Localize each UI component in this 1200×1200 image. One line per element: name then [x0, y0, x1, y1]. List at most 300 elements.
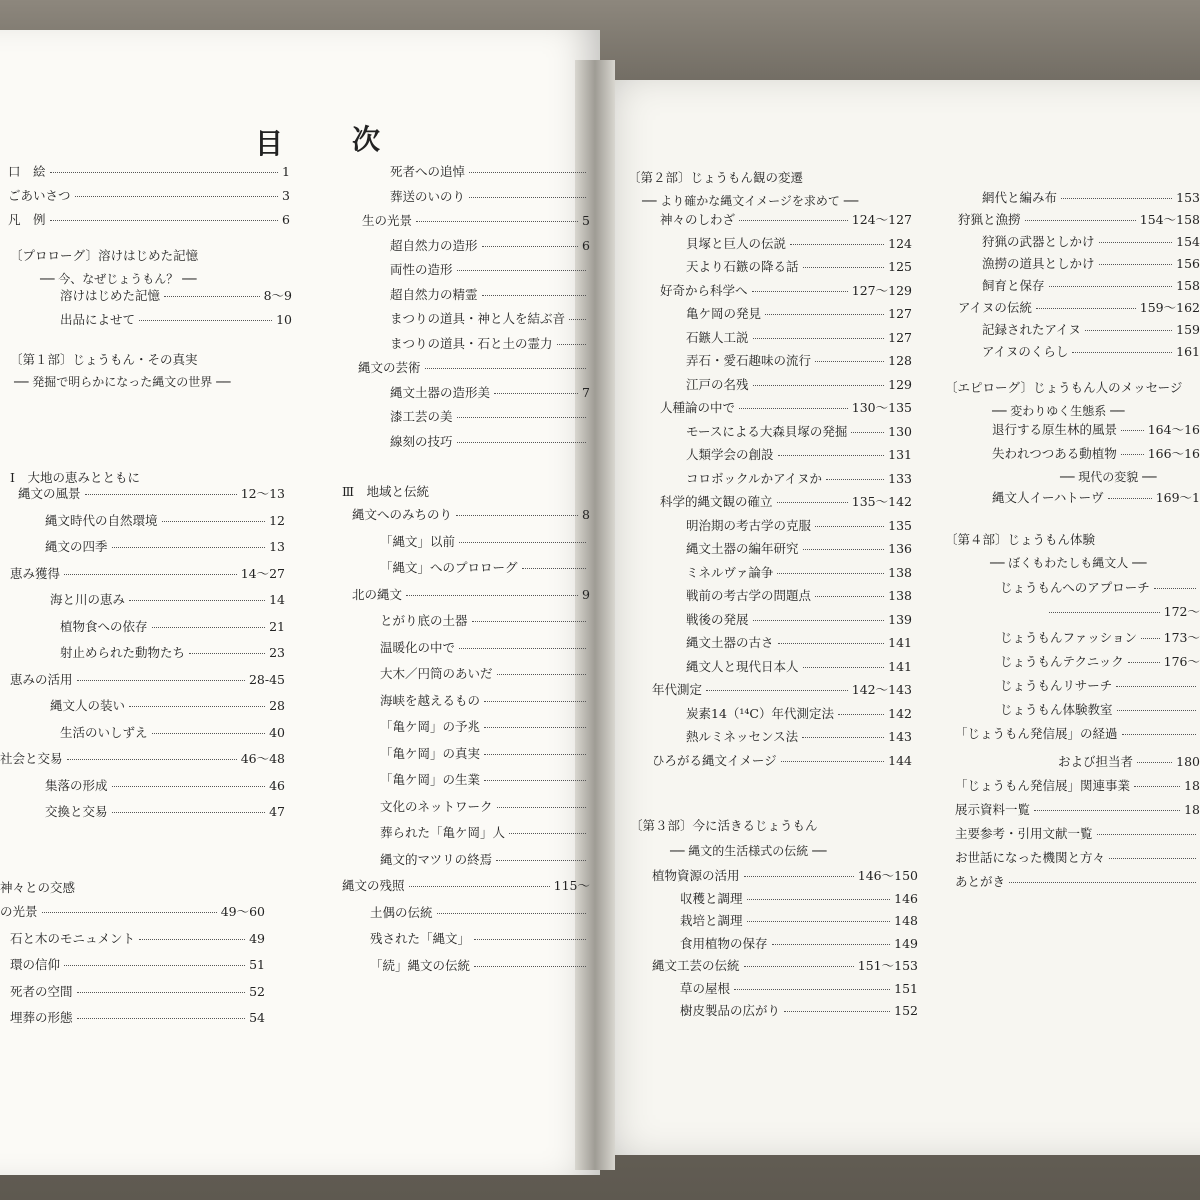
toc-entry-label: じょうもんテクニック — [1000, 654, 1124, 669]
toc-entry — [380, 664, 590, 682]
leader-dots — [1097, 834, 1196, 835]
leader-dots — [838, 714, 884, 715]
toc-entry-label: とがり底の土器 — [380, 613, 468, 628]
leader-dots — [734, 989, 890, 990]
toc-entry — [660, 281, 912, 299]
toc-entry-page: 169～1 — [1155, 490, 1200, 505]
toc-entry — [380, 850, 590, 868]
toc-entry-page: 9 — [582, 586, 590, 602]
toc-entry — [686, 234, 912, 252]
toc-entry — [50, 590, 285, 608]
toc-entry — [45, 537, 285, 555]
toc-entry-label: 狩猟の武器としかけ — [982, 234, 1095, 249]
toc-entry — [390, 162, 590, 180]
toc-entry-label: 人種論の中で — [660, 400, 736, 415]
toc-entry-page: 3 — [282, 188, 290, 203]
toc-entry — [352, 585, 590, 603]
leader-dots — [753, 338, 885, 339]
toc-entry — [982, 320, 1200, 338]
toc-entry — [680, 911, 918, 929]
leader-dots — [1034, 810, 1180, 811]
toc-entry-label: 「亀ケ岡」の予兆 — [380, 719, 481, 734]
toc-entry-label: 炭素14（¹⁴C）年代測定法 — [686, 705, 834, 721]
leader-dots — [64, 574, 237, 575]
leader-dots — [784, 1011, 890, 1012]
toc-entry-label: 縄文土器の古さ — [686, 635, 774, 650]
leader-dots — [752, 291, 848, 292]
toc-entry-label: あとがき — [955, 874, 1006, 889]
leader-dots — [67, 759, 237, 760]
toc-entry-label: の光景 — [0, 904, 38, 919]
leader-dots — [1108, 498, 1152, 499]
leader-dots — [50, 172, 279, 173]
toc-entry-label: 科学的縄文観の確立 — [660, 494, 773, 509]
toc-entry-label: 戦後の発展 — [686, 611, 749, 627]
toc-entry — [390, 260, 590, 278]
toc-entry — [0, 902, 265, 920]
toc-entry-page: 47 — [269, 804, 285, 819]
toc-entry-page: 146～150 — [857, 868, 918, 883]
toc-entry — [686, 351, 912, 369]
toc-entry — [686, 422, 912, 440]
leader-dots — [437, 913, 586, 914]
toc-entry-page: 141 — [888, 658, 912, 674]
toc-entry-label: 江戸の名残 — [686, 376, 749, 392]
toc-entry — [1045, 602, 1200, 620]
front-matter-entry — [8, 162, 290, 180]
toc-entry — [955, 724, 1200, 742]
leader-dots — [1121, 454, 1144, 455]
toc-entry-label: 縄文人の装い — [50, 698, 126, 713]
toc-entry — [380, 638, 590, 656]
toc-entry-label: ミネルヴァ論争 — [686, 564, 774, 580]
toc-entry — [1000, 700, 1200, 718]
epilogue-heading: 〔エピローグ〕じょうもん人のメッセージ — [945, 380, 1183, 395]
toc-entry-label: 北の縄文 — [352, 586, 403, 602]
toc-entry — [45, 511, 285, 529]
toc-entry-label: 弄石・愛石趣味の流行 — [686, 353, 812, 368]
toc-entry-label: 縄文人イーハトーヴ — [992, 490, 1104, 505]
toc-entry-label: 縄文の風景 — [18, 486, 81, 501]
toc-entry — [652, 680, 912, 698]
toc-entry-page: 164～16 — [1147, 422, 1200, 437]
toc-entry-page: 159～162 — [1139, 300, 1200, 315]
toc-entry-label: 狩猟と漁撈 — [958, 212, 1021, 227]
toc-entry — [686, 539, 912, 557]
toc-entry — [390, 236, 590, 254]
leader-dots — [459, 648, 586, 649]
leader-dots — [50, 220, 279, 221]
toc-entry-page: 143 — [888, 729, 912, 744]
leader-dots — [112, 812, 266, 813]
toc-entry-label: 漁撈の道具としかけ — [982, 256, 1095, 271]
toc-entry-label: 埋葬の形態 — [10, 1010, 73, 1025]
toc-entry — [380, 823, 590, 841]
toc-entry — [10, 982, 265, 1000]
leader-dots — [739, 220, 848, 221]
leader-dots — [802, 737, 884, 738]
toc-entry-page: 128 — [888, 353, 912, 368]
toc-entry-page: 12～13 — [240, 486, 285, 501]
toc-entry — [686, 304, 912, 322]
toc-entry — [45, 802, 285, 820]
toc-entry-page: 28-45 — [248, 671, 285, 687]
toc-entry-page: 151 — [894, 980, 918, 996]
toc-entry-page: 21 — [269, 618, 285, 634]
toc-entry — [50, 696, 285, 714]
leader-dots — [112, 786, 266, 787]
leader-dots — [1154, 588, 1196, 589]
toc-entry-label: 集落の形成 — [45, 777, 108, 793]
toc-entry-page: 136 — [888, 541, 912, 556]
leader-dots — [1049, 286, 1173, 287]
toc-entry-page: 161 — [1176, 344, 1200, 359]
leader-dots — [1049, 612, 1160, 613]
toc-entry — [686, 469, 912, 487]
leader-dots — [826, 479, 884, 480]
toc-entry-label: 射止められた動物たち — [60, 645, 186, 660]
leader-dots — [1117, 710, 1196, 711]
toc-entry-label: 亀ケ岡の発見 — [686, 306, 762, 321]
toc-entry — [10, 564, 285, 582]
toc-entry-label: じょうもんへのアプローチ — [1000, 580, 1150, 595]
toc-entry-label: 凡 例 — [8, 212, 46, 227]
toc-entry — [992, 488, 1200, 506]
leader-dots — [456, 515, 578, 516]
toc-entry-page: 7 — [582, 384, 590, 400]
leader-dots — [406, 595, 578, 596]
leader-dots — [1109, 858, 1196, 859]
leader-dots — [1137, 762, 1172, 763]
toc-entry-label: まつりの道具・神と人を結ぶ音 — [390, 311, 566, 326]
toc-entry — [380, 558, 590, 576]
leader-dots — [747, 899, 891, 900]
toc-entry — [652, 866, 918, 884]
toc-entry-label: 明治期の考古学の克服 — [686, 517, 812, 533]
toc-entry-label: 線刻の技巧 — [390, 433, 453, 449]
toc-entry — [686, 563, 912, 581]
toc-entry — [390, 432, 590, 450]
leader-dots — [474, 939, 586, 940]
toc-entry — [1000, 628, 1200, 646]
toc-entry-label: じょうもんファッション — [1000, 630, 1138, 645]
toc-entry — [686, 328, 912, 346]
toc-entry-label: 天より石鏃の降る話 — [686, 259, 799, 274]
toc-entry — [680, 889, 918, 907]
leader-dots — [765, 314, 884, 315]
toc-entry-label: 縄文の芸術 — [358, 360, 421, 375]
leader-dots — [129, 706, 265, 707]
leader-dots — [744, 876, 854, 877]
toc-entry-page: 18 — [1184, 802, 1200, 817]
prologue-subheading: ── 今、なぜじょうもん？ ── — [40, 272, 197, 286]
toc-entry — [370, 929, 590, 947]
toc-entry — [955, 800, 1200, 818]
toc-entry — [380, 717, 590, 735]
toc-entry-page: 1 — [282, 164, 290, 179]
toc-entry — [390, 407, 590, 425]
front-matter-entry — [8, 186, 290, 204]
toc-entry-label: 食用植物の保存 — [680, 935, 768, 951]
leader-dots — [1141, 638, 1160, 639]
leader-dots — [484, 780, 586, 781]
toc-entry-page: 135 — [888, 517, 912, 533]
toc-entry — [380, 532, 590, 550]
toc-entry-page: 166～16 — [1147, 446, 1200, 461]
toc-entry — [1058, 752, 1200, 770]
toc-entry — [370, 956, 590, 974]
toc-entry-label: 口 絵 — [8, 164, 46, 179]
toc-entry-page: 141 — [888, 635, 912, 650]
leader-dots — [469, 172, 586, 173]
toc-entry-label: 文化のネットワーク — [380, 798, 493, 814]
toc-entry-label: 温暖化の中で — [380, 639, 456, 655]
toc-entry-label: 縄文土器の編年研究 — [686, 541, 799, 556]
leader-dots — [803, 667, 885, 668]
toc-entry-label: 土偶の伝統 — [370, 904, 433, 920]
toc-entry-label: 「縄文」へのプロローグ — [380, 560, 518, 575]
leader-dots — [803, 549, 885, 550]
toc-entry-label: じょうもん体験教室 — [1000, 702, 1113, 717]
toc-entry — [60, 643, 285, 661]
toc-entry-label: 人類学会の創設 — [686, 447, 774, 462]
leader-dots — [753, 385, 885, 386]
toc-entry — [370, 903, 590, 921]
toc-entry-label: 石鏃人工説 — [686, 329, 749, 345]
toc-entry — [390, 334, 590, 352]
leader-dots — [77, 992, 246, 993]
leader-dots — [139, 320, 272, 321]
toc-entry-label: 海峡を越えるもの — [380, 692, 481, 708]
toc-entry-page: 46～48 — [240, 751, 285, 766]
toc-entry-page: 133 — [888, 470, 912, 486]
epilogue-subheading: ── 変わりゆく生態系 ── — [992, 404, 1125, 418]
leader-dots — [744, 966, 854, 967]
toc-entry-label: 網代と編み布 — [982, 190, 1058, 205]
toc-entry-label: 超自然力の造形 — [390, 237, 478, 253]
toc-entry-label: ひろがる縄文イメージ — [652, 752, 777, 768]
toc-entry-page: 127～129 — [851, 282, 912, 298]
toc-entry-label: 縄文的マツリの終焉 — [380, 851, 493, 867]
leader-dots — [484, 701, 586, 702]
toc-entry-label: 熱ルミネッセンス法 — [686, 729, 799, 744]
leader-dots — [815, 526, 884, 527]
leader-dots — [152, 733, 266, 734]
leader-dots — [753, 620, 885, 621]
toc-entry — [380, 797, 590, 815]
toc-entry-label: 飼育と保存 — [982, 278, 1045, 293]
part4-subheading: ── ぼくもわたしも縄文人 ── — [990, 556, 1147, 570]
toc-entry-page: 173～ — [1163, 630, 1200, 645]
toc-entry — [686, 610, 912, 628]
toc-entry-page: 49 — [249, 930, 265, 946]
leader-dots — [164, 296, 260, 297]
toc-entry-page: 8 — [582, 507, 590, 522]
toc-entry — [652, 751, 912, 769]
leader-dots — [75, 196, 279, 197]
toc-entry-page: 129 — [888, 376, 912, 392]
toc-entry — [686, 657, 912, 675]
toc-entry — [686, 633, 912, 651]
prologue-entry — [60, 310, 292, 328]
toc-entry — [686, 516, 912, 534]
leader-dots — [484, 727, 586, 728]
toc-entry-page: 18 — [1184, 778, 1200, 793]
toc-entry-page: 138 — [888, 564, 912, 580]
toc-entry-label: 「亀ケ岡」の真実 — [380, 745, 481, 761]
leader-dots — [1128, 662, 1160, 663]
toc-entry-page: 130 — [888, 423, 912, 439]
leader-dots — [747, 921, 891, 922]
toc-entry-page: 172～ — [1163, 604, 1200, 619]
toc-entry-page: 180 — [1176, 754, 1200, 769]
leader-dots — [1099, 264, 1173, 265]
toc-entry-page: 12 — [269, 512, 285, 528]
toc-entry — [982, 276, 1200, 294]
prologue-heading: 〔プロローグ〕溶けはじめた記憶 — [10, 248, 199, 263]
leader-dots — [162, 521, 266, 522]
toc-entry-label: 記録されたアイヌ — [982, 322, 1081, 337]
toc-entry — [680, 979, 918, 997]
toc-entry — [686, 257, 912, 275]
toc-entry-label: 失われつつある動植物 — [992, 446, 1117, 461]
toc-entry-label: 主要参考・引用文献一覧 — [955, 826, 1093, 841]
toc-entry-page: 153 — [1176, 190, 1200, 205]
toc-entry — [680, 934, 918, 952]
leader-dots — [509, 833, 586, 834]
leader-dots — [77, 680, 245, 681]
toc-entry — [982, 188, 1200, 206]
leader-dots — [189, 653, 265, 654]
toc-entry-label: ごあいさつ — [8, 188, 71, 203]
toc-entry-page: 51 — [249, 957, 265, 972]
toc-entry — [0, 749, 285, 767]
toc-entry-page: 6 — [582, 237, 590, 253]
leader-dots — [772, 944, 891, 945]
toc-entry-page: 158 — [1176, 278, 1200, 293]
toc-entry-label: 収穫と調理 — [680, 890, 743, 906]
toc-entry-page: 154 — [1176, 234, 1200, 249]
toc-entry-page: 148 — [894, 913, 918, 928]
toc-entry-label: 樹皮製品の広がり — [680, 1003, 781, 1018]
leader-dots — [1134, 786, 1180, 787]
leader-dots — [42, 912, 217, 913]
toc-entry-label: 両性の造形 — [390, 262, 453, 277]
toc-entry-label: 生の光景 — [362, 213, 413, 228]
toc-entry-label: モースによる大森貝塚の発掘 — [686, 423, 848, 439]
toc-entry-label: 「じょうもん発信展」の経過 — [955, 726, 1118, 741]
toc-entry-page: 131 — [888, 447, 912, 462]
heading-left-char: 目 — [255, 127, 286, 160]
toc-entry-label: および担当者 — [1058, 754, 1134, 769]
toc-entry — [1000, 676, 1200, 694]
toc-entry-label: 石と木のモニュメント — [10, 930, 136, 946]
toc-entry-label: 栽培と調理 — [680, 913, 743, 928]
leader-dots — [1116, 686, 1196, 687]
toc-entry-page: 124～127 — [851, 212, 912, 227]
toc-entry — [686, 586, 912, 604]
leader-dots — [409, 886, 550, 887]
part3-subheading: ── 縄文的生活様式の伝統 ── — [670, 844, 827, 858]
toc-entry — [1000, 652, 1200, 670]
toc-entry-label: 神々のしわざ — [660, 212, 736, 227]
toc-entry-label: 貝塚と巨人の伝説 — [686, 235, 787, 251]
leader-dots — [1085, 330, 1172, 331]
toc-entry-page: 40 — [269, 724, 285, 740]
toc-entry-page: 154～158 — [1139, 212, 1200, 227]
leader-dots — [112, 547, 266, 548]
toc-entry — [10, 670, 285, 688]
toc-entry-label: 漆工芸の美 — [390, 409, 453, 424]
leader-dots — [484, 754, 586, 755]
toc-entry-label: お世話になった機関と方々 — [955, 850, 1106, 865]
epilogue-subheading-2: ── 現代の変貌 ── — [1060, 470, 1157, 484]
toc-entry-page: 125 — [888, 259, 912, 274]
leader-dots — [803, 267, 885, 268]
toc-entry-page: 159 — [1176, 322, 1200, 337]
toc-entry — [390, 187, 590, 205]
toc-entry-label: 縄文工芸の伝統 — [652, 958, 740, 973]
toc-entry-page: 176～ — [1163, 654, 1200, 669]
toc-entry — [10, 1008, 265, 1026]
leader-dots — [85, 494, 237, 495]
toc-entry-page: 144 — [888, 752, 912, 768]
toc-entry — [660, 492, 912, 510]
front-matter-entry — [8, 210, 290, 228]
toc-entry — [10, 955, 265, 973]
toc-entry-label: 好奇から科学へ — [660, 282, 748, 298]
toc-entry — [10, 929, 265, 947]
toc-entry — [390, 383, 590, 401]
toc-entry-label: 植物食への依存 — [60, 618, 148, 634]
toc-entry-page: 10 — [276, 312, 292, 327]
toc-entry-label: 残された「縄文」 — [370, 931, 471, 946]
section2-heading: 神々との交感 — [0, 880, 76, 895]
leader-dots — [777, 573, 884, 574]
toc-entry-page: 142～143 — [851, 682, 912, 697]
leader-dots — [482, 246, 579, 247]
toc-entry — [982, 254, 1200, 272]
toc-entry-label: 恵み獲得 — [10, 565, 61, 581]
toc-entry-label: 生活のいしずえ — [60, 724, 148, 740]
toc-entry-label: 縄文時代の自然環境 — [45, 512, 158, 528]
toc-entry-page: 152 — [894, 1003, 918, 1018]
toc-entry-page: 14 — [269, 592, 285, 607]
toc-entry-label: 植物資源の活用 — [652, 868, 740, 883]
leader-dots — [781, 761, 885, 762]
toc-entry-page: 127 — [888, 306, 912, 321]
toc-entry-page: 156 — [1176, 256, 1200, 271]
leader-dots — [522, 568, 586, 569]
toc-entry-label: 退行する原生林的風景 — [992, 422, 1118, 437]
toc-entry-label: まつりの道具・石と土の霊力 — [390, 335, 553, 351]
toc-entry-label: 超自然力の精霊 — [390, 286, 478, 302]
toc-entry-page: 13 — [269, 539, 285, 554]
toc-entry-label: アイヌのくらし — [982, 344, 1069, 359]
toc-entry — [652, 956, 918, 974]
toc-entry-label: 戦前の考古学の問題点 — [686, 588, 812, 603]
toc-entry-label: 草の屋根 — [680, 980, 731, 996]
toc-entry-label: 環の信仰 — [10, 957, 61, 972]
leader-dots — [1122, 734, 1196, 735]
leader-dots — [778, 643, 885, 644]
toc-entry-label: 死者への追悼 — [390, 164, 466, 179]
toc-entry — [686, 445, 912, 463]
toc-entry — [380, 770, 590, 788]
toc-entry-page: 127 — [888, 329, 912, 345]
toc-entry — [992, 420, 1200, 438]
leader-dots — [739, 408, 848, 409]
